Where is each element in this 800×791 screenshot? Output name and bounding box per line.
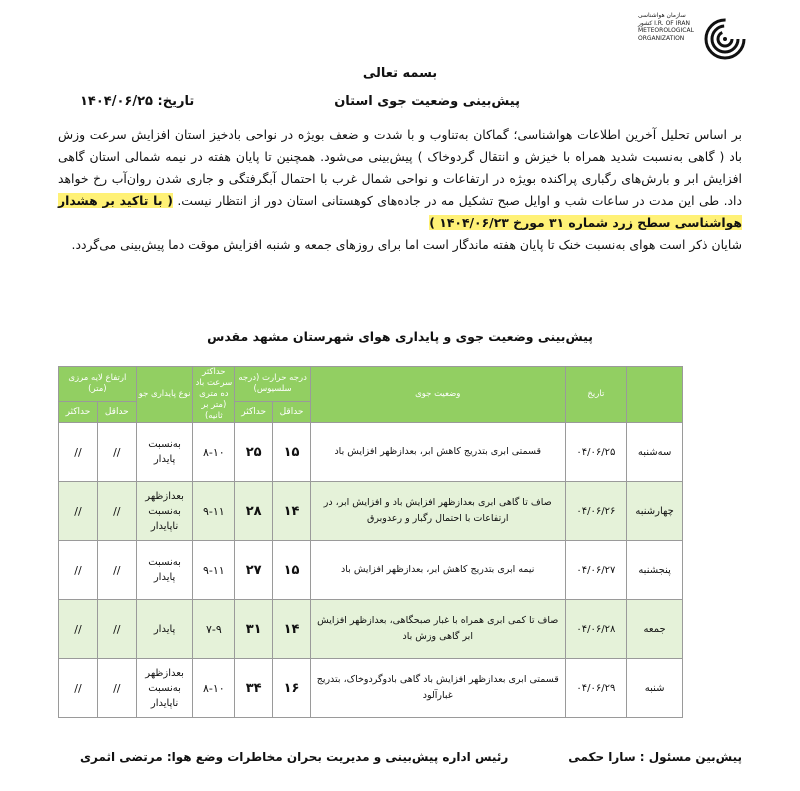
row-day: چهارشنبه <box>627 482 683 541</box>
row-wind: ۸-۱۰ <box>193 659 235 718</box>
row-day: سه‌شنبه <box>627 423 683 482</box>
header-temp-max: حداکثر <box>235 402 273 423</box>
row-temp-min: ۱۶ <box>273 659 311 718</box>
table-row <box>59 600 683 659</box>
header-mix-max: حداکثر <box>59 402 98 423</box>
row-date: ۰۴/۰۶/۲۶ <box>565 482 627 541</box>
row-mix-max: // <box>59 482 98 541</box>
row-stability: پایدار <box>136 600 193 659</box>
row-temp-max: ۳۱ <box>235 600 273 659</box>
row-mix-min: // <box>97 423 136 482</box>
row-wind: ۹-۱۱ <box>193 541 235 600</box>
forecast-text-main: بر اساس تحلیل آخرین اطلاعات هواشناسی؛ گماکان به‌تناوب و با شدت و ضعف بویژه در نواحی بادخیز استان افزایش سرعت وزش باد ( گاهی به‌نسبت شدید همراه با خیزش و انتقال گردوخاک ) پیش‌بینی می‌شود. همچنین تا پایان هفته در نیمه شمالی استان گاهی افزایش ابر و بارش‌های رگباری پراکنده بویژه در ارتفاعات و نواحی شمال غرب با احتمال آبگرفتگی و جاری شدن روان‌آب رخ خواهد داد. طی این مدت در ساعات شب و اوایل صبح تشکیل مه در جاده‌های کوهستانی استان دور از انتظار نیست. <box>58 127 742 208</box>
row-condition: قسمتی ابری بتدریج کاهش ابر، بعدازظهر افزایش باد <box>310 423 565 482</box>
row-temp-max: ۲۸ <box>235 482 273 541</box>
row-day: شنبه <box>627 659 683 718</box>
row-temp-min: ۱۴ <box>273 600 311 659</box>
row-mix-max: // <box>59 541 98 600</box>
row-mix-min: // <box>97 659 136 718</box>
header-stability: نوع پایداری جو <box>136 367 193 423</box>
row-stability: به‌نسبت پایدار <box>136 541 193 600</box>
table-row <box>59 423 683 482</box>
row-wind: ۷-۹ <box>193 600 235 659</box>
row-date: ۰۴/۰۶/۲۷ <box>565 541 627 600</box>
row-condition: صاف تا کمی ابری همراه با غبار صبحگاهی، بعدازظهر افزایش ابر گاهی وزش باد <box>310 600 565 659</box>
row-stability: به‌نسبت پایدار <box>136 423 193 482</box>
basmala: بسمه تعالی <box>362 66 438 81</box>
row-date: ۰۴/۰۶/۲۹ <box>565 659 627 718</box>
forecast-paragraph <box>58 124 742 256</box>
row-mix-min: // <box>97 541 136 600</box>
row-stability: بعدازظهر به‌نسبت ناپایدار <box>136 659 193 718</box>
page-title: پیش‌بینی وضعیت جوی استان <box>334 94 520 109</box>
header-temp: درجه حرارت (درجه سلسیوس) <box>235 367 311 402</box>
header-day <box>627 367 683 423</box>
header-mix-min: حداقل <box>97 402 136 423</box>
row-temp-min: ۱۴ <box>273 482 311 541</box>
row-temp-min: ۱۵ <box>273 423 311 482</box>
row-date: ۰۴/۰۶/۲۸ <box>565 600 627 659</box>
row-mix-min: // <box>97 600 136 659</box>
table-row <box>59 541 683 600</box>
row-mix-max: // <box>59 659 98 718</box>
row-mix-min: // <box>97 482 136 541</box>
row-mix-max: // <box>59 423 98 482</box>
logo-text: سازمان هواشناسی کشور I.R. OF IRAN METEOROLOGICAL ORGANIZATION <box>638 12 694 42</box>
row-temp-max: ۳۴ <box>235 659 273 718</box>
row-day: پنجشنبه <box>627 541 683 600</box>
header-temp-min: حداقل <box>273 402 311 423</box>
row-condition: قسمتی ابری بعدازظهر افزایش باد گاهی بادوگردوخاک، بتدریج غبارآلود <box>310 659 565 718</box>
forecaster-signature: پیش‌بین مسئول : سارا حکمی <box>568 750 742 764</box>
row-date: ۰۴/۰۶/۲۵ <box>565 423 627 482</box>
row-wind: ۸-۱۰ <box>193 423 235 482</box>
table-row <box>59 482 683 541</box>
header-date: تاریخ <box>565 367 627 423</box>
logo-spiral-icon <box>704 18 746 60</box>
org-logo <box>636 12 746 62</box>
warning-highlight: ( با تاکید بر هشدار هواشناسی سطح زرد شماره ۳۱ مورخ ۱۴۰۴/۰۶/۲۳ ) <box>58 193 742 230</box>
forecast-table <box>58 366 683 718</box>
row-condition: صاف تا گاهی ابری بعدازظهر افزایش باد و افزایش ابر، در ارتفاعات با احتمال رگبار و رعدوبرق <box>310 482 565 541</box>
row-wind: ۹-۱۱ <box>193 482 235 541</box>
row-temp-max: ۲۷ <box>235 541 273 600</box>
row-condition: نیمه ابری بتدریج کاهش ابر، بعدازظهر افزایش باد <box>310 541 565 600</box>
table-title: پیش‌بینی وضعیت جوی و پایداری هوای شهرستان مشهد مقدس <box>207 329 593 344</box>
header-wind: حداکثر سرعت باد ده متری (متر بر ثانیه) <box>193 367 235 423</box>
row-mix-max: // <box>59 600 98 659</box>
table-row <box>59 659 683 718</box>
head-signature: رئیس اداره پیش‌بینی و مدیریت بحران مخاطرات وضع هوا: مرتضی اثمری <box>80 750 509 764</box>
row-day: جمعه <box>627 600 683 659</box>
header-mixing: ارتفاع لایه مرزی (متر) <box>59 367 137 402</box>
row-temp-min: ۱۵ <box>273 541 311 600</box>
forecast-text-note: شایان ذکر است هوای به‌نسبت خنک تا پایان هفته ماندگار است اما برای روزهای جمعه و شنبه افزایش موقت دما پیش‌بینی می‌گردد. <box>71 237 742 252</box>
row-stability: بعدازظهر به‌نسبت ناپایدار <box>136 482 193 541</box>
issue-date: تاریخ: ۱۴۰۴/۰۶/۲۵ <box>80 94 195 109</box>
row-temp-max: ۲۵ <box>235 423 273 482</box>
header-condition: وضعیت جوی <box>310 367 565 423</box>
